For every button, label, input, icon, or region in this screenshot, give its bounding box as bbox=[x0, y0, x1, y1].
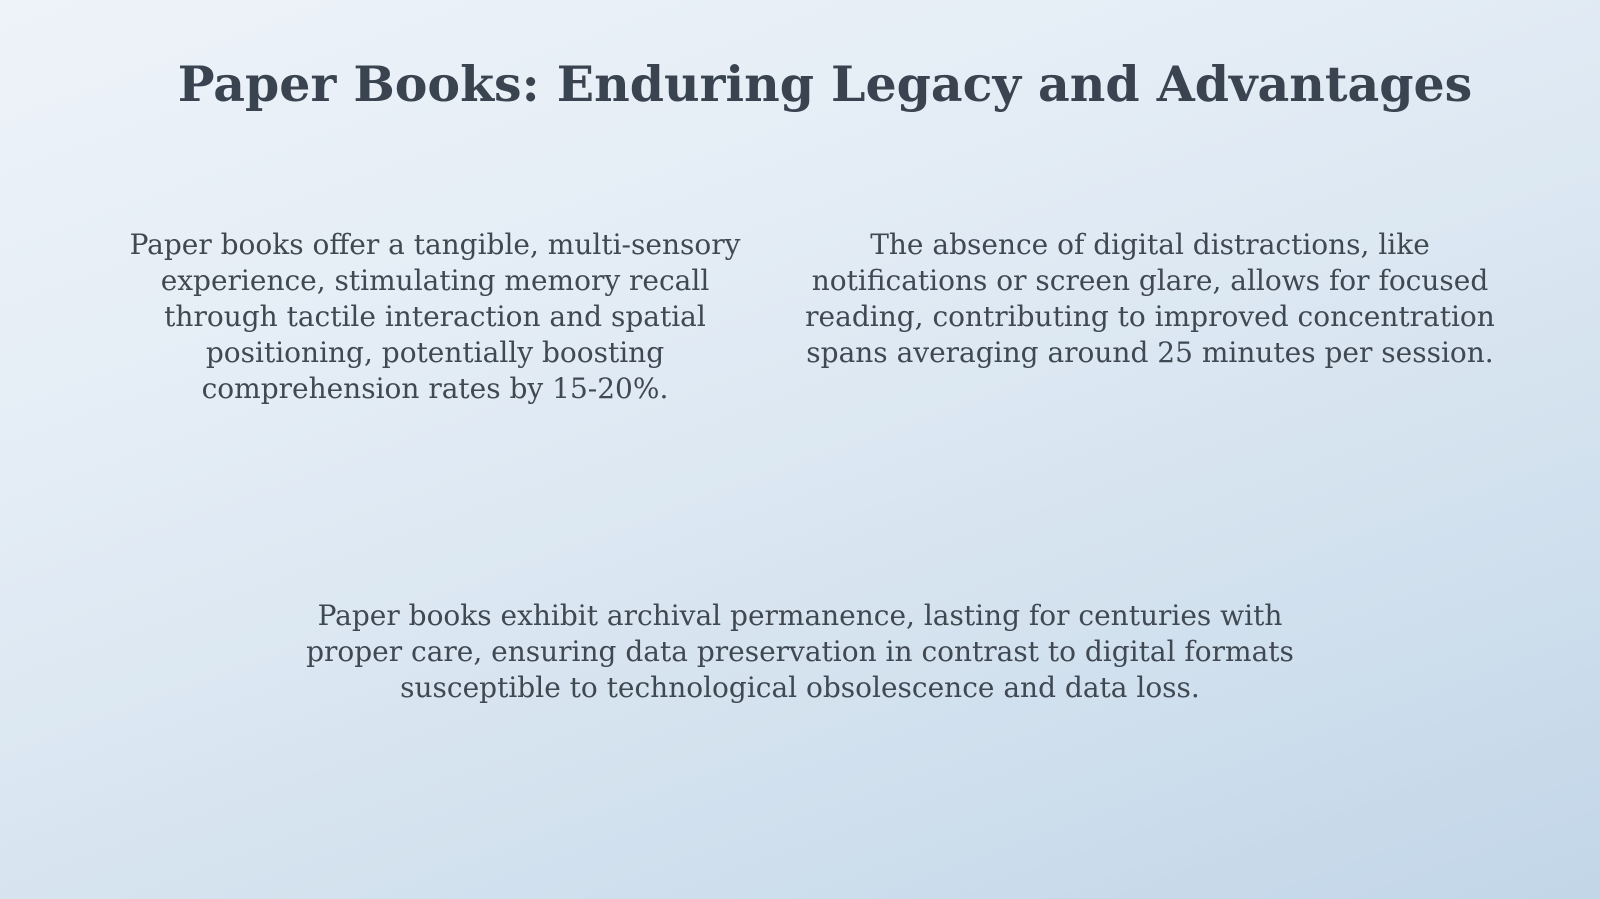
paragraph-archival-permanence: Paper books exhibit archival permanence, lasting for centuries with proper care, ensuring data preservation in contrast to digital formats susceptible to technological obsolescence and data loss. bbox=[306, 599, 1294, 704]
paragraph-focused-reading: The absence of digital distractions, like notifications or screen glare, allows for focused reading, contributing to improved concentration spans averaging around 25 minutes per session. bbox=[805, 228, 1495, 369]
paragraph-sensory-experience: Paper books offer a tangible, multi-sensory experience, stimulating memory recall through tactile interaction and spatial positioning, potentially boosting comprehension rates by 15-20%. bbox=[129, 228, 741, 405]
slide-title: Paper Books: Enduring Legacy and Advantages bbox=[177, 55, 1473, 113]
